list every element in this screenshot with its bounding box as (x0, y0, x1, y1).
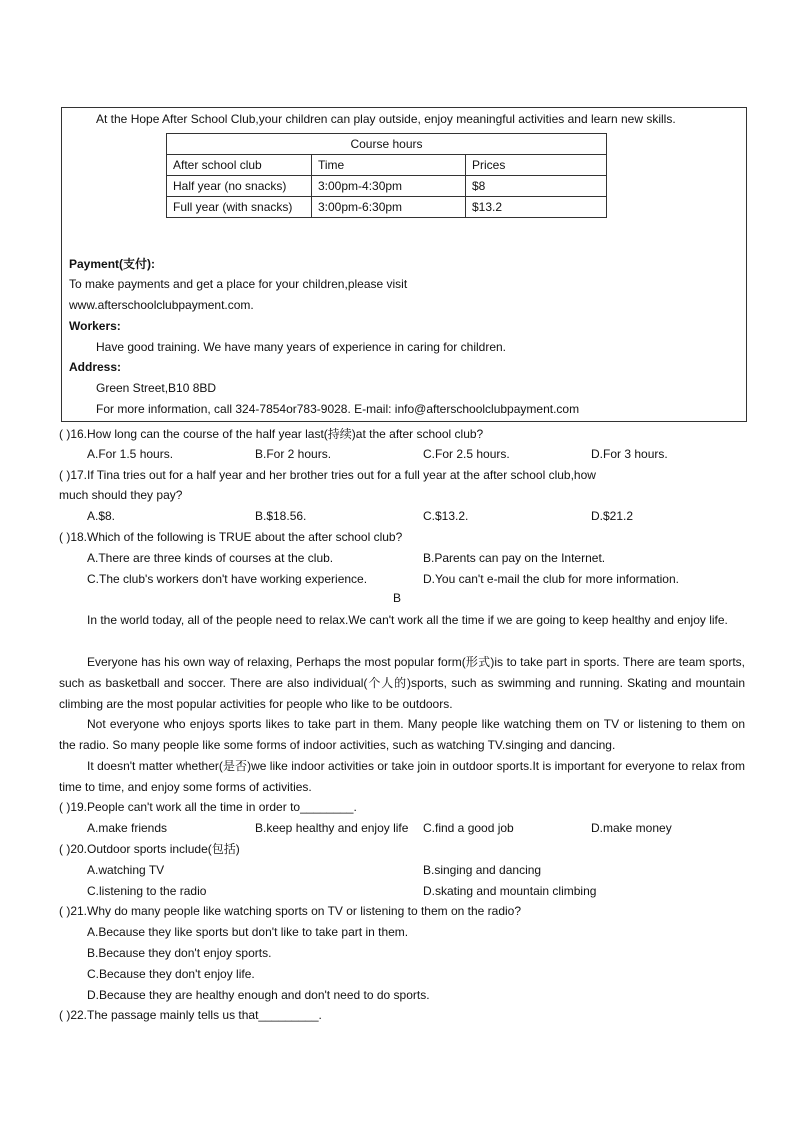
q16-option-a: A.For 1.5 hours. (87, 447, 174, 461)
q17-option-c: C.$13.2. (423, 509, 469, 523)
table-title: Course hours (167, 134, 607, 155)
q20-option-d: D.skating and mountain climbing (423, 884, 597, 898)
address-label: Address: (69, 360, 122, 374)
q17-option-b: B.$18.56. (255, 509, 307, 523)
passage-paragraph-2: Everyone has his own way of relaxing, Perhaps the most popular form(形式)is to take part in sports. There are team sports, such as basketball and soccer. There are also individual(个人的)sports, such as swimming and running. Skating and mountain climbing are the most popular activities for people who like to be outdoors. (59, 655, 745, 711)
q21-option-b: B.Because they don't enjoy sports. (87, 946, 272, 960)
workers-label: Workers: (69, 319, 121, 333)
q21-option-c: C.Because they don't enjoy life. (87, 967, 255, 981)
payment-label: Payment(支付): (69, 257, 156, 271)
q17-option-d: D.$21.2 (591, 509, 634, 523)
q16-option-d: D.For 3 hours. (591, 447, 668, 461)
q18-option-d: D.You can't e-mail the club for more information. (423, 572, 679, 586)
q18-option-c: C.The club's workers don't have working experience. (87, 572, 368, 586)
table-cell: $8 (466, 176, 607, 197)
question-19: ( )19.People can't work all the time in order to________. (59, 800, 357, 814)
table-cell: Full year (with snacks) (167, 197, 312, 218)
payment-url: www.afterschoolclubpayment.com. (69, 298, 254, 312)
q19-option-a: A.make friends (87, 821, 168, 835)
question-20: ( )20.Outdoor sports include(包括) (59, 842, 240, 856)
question-16: ( )16.How long can the course of the half year last(持续)at the after school club? (59, 427, 484, 441)
q20-option-a: A.watching TV (87, 863, 165, 877)
section-b-heading: B (392, 591, 401, 605)
passage-paragraph-1: In the world today, all of the people need to relax.We can't work all the time if we are going to keep healthy and enjoy life. (87, 613, 728, 627)
address-text: Green Street,B10 8BD (96, 381, 217, 395)
table-cell: 3:00pm-4:30pm (312, 176, 466, 197)
table-cell: 3:00pm-6:30pm (312, 197, 466, 218)
table-header: After school club (167, 155, 312, 176)
ad-intro: At the Hope After School Club,your children can play outside, enjoy meaningful activities and learn new skills. (96, 112, 676, 126)
workers-text: Have good training. We have many years of experience in caring for children. (96, 340, 506, 354)
q16-option-c: C.For 2.5 hours. (423, 447, 510, 461)
contact-text: For more information, call 324-7854or783-9028. E-mail: info@afterschoolclubpayment.com (96, 402, 580, 416)
question-18: ( )18.Which of the following is TRUE about the after school club? (59, 530, 403, 544)
q19-option-c: C.find a good job (423, 821, 514, 835)
q19-option-b: B.keep healthy and enjoy life (255, 821, 409, 835)
q21-option-a: A.Because they like sports but don't like to take part in them. (87, 925, 409, 939)
passage-paragraph-4: It doesn't matter whether(是否)we like indoor activities or take join in outdoor sports.It is important for everyone to relax from time to time, and enjoy some forms of activities. (59, 759, 745, 794)
table-header: Time (312, 155, 466, 176)
question-21: ( )21.Why do many people like watching sports on TV or listening to them on the radio? (59, 904, 522, 918)
q20-option-c: C.listening to the radio (87, 884, 207, 898)
q19-option-d: D.make money (591, 821, 672, 835)
table-row (167, 197, 607, 218)
question-22: ( )22.The passage mainly tells us that_________. (59, 1008, 322, 1022)
table-cell: $13.2 (466, 197, 607, 218)
passage-paragraph-3: Not everyone who enjoys sports likes to take part in them. Many people like watching them on TV or listening to them on the radio. So many people like some forms of indoor activities, such as watching TV.singing and dancing. (59, 717, 745, 752)
question-17: ( )17.If Tina tries out for a half year and her brother tries out for a full year at the after school club,how (59, 468, 596, 482)
table-row (167, 176, 607, 197)
q20-option-b: B.singing and dancing (423, 863, 542, 877)
q18-option-b: B.Parents can pay on the Internet. (423, 551, 606, 565)
q16-option-b: B.For 2 hours. (255, 447, 332, 461)
table-header: Prices (466, 155, 607, 176)
question-17-cont: much should they pay? (59, 488, 183, 502)
course-hours-table (166, 133, 607, 218)
payment-line: To make payments and get a place for your children,please visit (69, 277, 408, 291)
q17-option-a: A.$8. (87, 509, 116, 523)
q21-option-d: D.Because they are healthy enough and don't need to do sports. (87, 988, 430, 1002)
table-cell: Half year (no snacks) (167, 176, 312, 197)
q18-option-a: A.There are three kinds of courses at the club. (87, 551, 334, 565)
